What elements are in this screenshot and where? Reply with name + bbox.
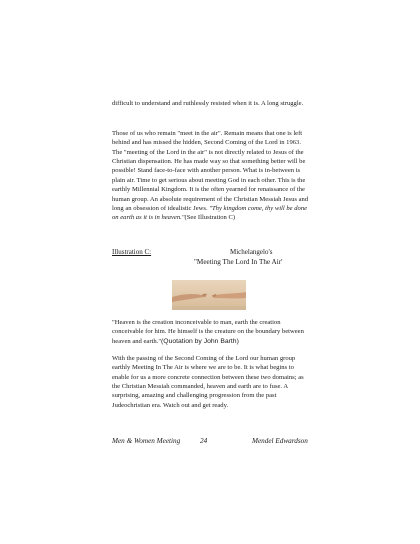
creation-of-adam-fresco-image <box>172 280 246 310</box>
illustration-artist: Michelangelo's <box>230 248 273 256</box>
paragraph-1: difficult to understand and ruthlessly resisted when it is. A long struggle. <box>112 100 304 107</box>
quotation-text: "Heaven is the creation inconceivable to man, earth the creation conceivable for him. He himself is the creature on the boundary between heaven and earth." <box>112 319 304 345</box>
paragraph-2 <box>112 129 312 223</box>
paragraph-3-quotation <box>112 318 312 346</box>
quotation-attribution: (Quotation by John Barth) <box>161 337 239 345</box>
footer-book-title: Men & Women Meeting <box>112 437 181 445</box>
paragraph-2-text: Those of us who remain "meet in the air". Remain means that one is left behind and has missed the hidden, Second Coming of the Lord in 1963. The "meeting of the Lord in the air" is not directly related to Jesus of the Christian dispensation. He has made way so that something better will be possible! Stand face-to-face with another person. What is in-between is plain air. Time to get serious about meeting God in each other. This is the earthly Millennial Kingdom. It is the often yearned for renaissance of the human group. An absolute requirement of the Christian Messiah Jesus and long an obsession of idealistic Jews. <box>112 130 309 212</box>
paragraph-4: With the passing of the Second Coming of the Lord our human group earthly Meeting In The Air is where we are to be. It is what begins to enable for us a more concrete connection between these two domains; as the Christian Messiah commanded, heaven and earth are to fuse. A surprising, amazing and challenging progression from the past Judeochristian era. Watch out and get ready. <box>112 355 304 409</box>
paragraph-2-quote: "Thy kingdom come, thy will be done on earth as it is in heaven." <box>112 204 308 222</box>
footer-author: Mendel Edwardson <box>252 437 308 445</box>
paragraph-2-reference: (See Illustration C) <box>184 214 236 222</box>
illustration-label: Illustration C: <box>112 248 152 256</box>
illustration-title: "Meeting The Lord In The Air' <box>194 258 283 266</box>
footer-page-number: 24 <box>200 437 208 445</box>
